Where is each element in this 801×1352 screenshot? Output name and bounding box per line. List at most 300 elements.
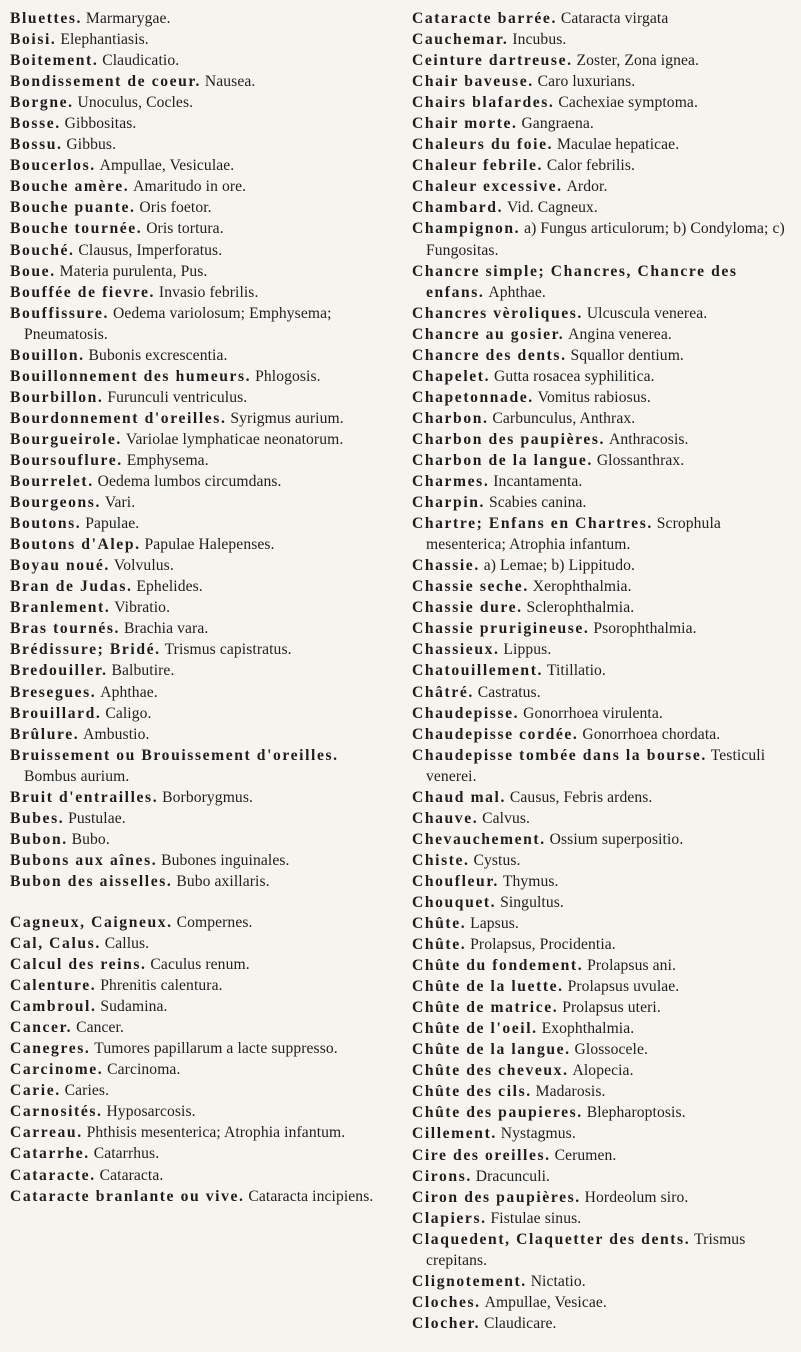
entry-term: Clocher. <box>412 1314 481 1332</box>
dictionary-entry <box>10 429 388 450</box>
dictionary-entry <box>10 1122 388 1143</box>
entry-term: Bourrelet. <box>10 473 94 491</box>
dictionary-entry <box>10 176 388 197</box>
entry-definition: Ulcuscula venerea. <box>586 304 708 322</box>
entry-term: Bourgeons. <box>10 494 101 512</box>
entry-term: Chevauchement. <box>412 830 546 848</box>
entry-definition: Scrophula mesenterica; Atrophia infantum. <box>426 515 721 554</box>
dictionary-entry <box>10 218 388 239</box>
dictionary-entry <box>10 1080 388 1101</box>
entry-term: Chûte de la langue. <box>412 1041 571 1059</box>
entry-term: Bouffée de fievre. <box>10 283 155 301</box>
entry-term: Bubon des aisselles. <box>10 872 173 890</box>
dictionary-entry <box>10 682 388 703</box>
entry-term: Bruissement ou Brouissement d'oreilles. <box>10 746 339 764</box>
dictionary-entry <box>412 1102 797 1123</box>
dictionary-entry <box>10 1165 388 1186</box>
entry-term: Chouquet. <box>412 893 497 911</box>
entry-term: Cal, Calus. <box>10 935 101 953</box>
dictionary-entry <box>10 724 388 745</box>
dictionary-entry <box>412 261 797 303</box>
entry-definition: Clausus, Imperforatus. <box>78 241 223 259</box>
entry-term: Cataracte barrée. <box>412 10 557 27</box>
entry-term: Chûte des cheveux. <box>412 1062 569 1080</box>
entry-term: Carnosités. <box>10 1103 103 1121</box>
entry-term: Chancre des dents. <box>412 346 567 364</box>
entry-term: Cirons. <box>412 1167 472 1185</box>
entry-term: Chauve. <box>412 809 479 827</box>
dictionary-entry <box>10 408 388 429</box>
dictionary-entry <box>10 597 388 618</box>
dictionary-entry <box>412 134 797 155</box>
entry-term: Bresegues. <box>10 683 97 701</box>
entry-term: Calenture. <box>10 977 97 995</box>
entry-definition: Callus. <box>104 935 150 953</box>
entry-term: Boursouflure. <box>10 451 123 469</box>
dictionary-entry <box>10 576 388 597</box>
dictionary-entry <box>10 954 388 975</box>
dictionary-entry <box>412 597 797 618</box>
dictionary-entry <box>412 850 797 871</box>
dictionary-entry <box>412 8 797 29</box>
dictionary-entry <box>412 555 797 576</box>
entry-definition: Trismus crepitans. <box>426 1230 746 1269</box>
entry-definition: Madarosis. <box>535 1083 606 1101</box>
entry-term: Bredouiller. <box>10 662 108 680</box>
dictionary-entry <box>10 471 388 492</box>
dictionary-entry <box>412 787 797 808</box>
entry-term: Brédissure; Bridé. <box>10 641 161 659</box>
entry-definition: Caculus renum. <box>150 956 250 974</box>
dictionary-entry <box>412 303 797 324</box>
dictionary-entry <box>10 639 388 660</box>
entry-definition: Gonorrhoea virulenta. <box>523 704 663 722</box>
entry-definition: Phrenitis calentura. <box>100 977 223 995</box>
entry-definition: Trismus capistratus. <box>164 641 292 659</box>
entry-term: Chûte de l'oeil. <box>412 1020 538 1038</box>
entry-definition: Ossium superpositio. <box>549 830 684 848</box>
entry-definition: Blepharoptosis. <box>586 1104 686 1122</box>
entry-definition: Gibbositas. <box>64 115 137 133</box>
dictionary-entry <box>412 429 797 450</box>
dictionary-entry <box>10 703 388 724</box>
entry-definition: Bubo axillaris. <box>176 872 270 890</box>
dictionary-entry <box>10 871 388 892</box>
dictionary-entry <box>10 1186 388 1207</box>
entry-definition: Pustulae. <box>68 809 126 827</box>
entry-term: Chairs blafardes. <box>412 94 555 112</box>
entry-term: Chaud mal. <box>412 788 506 806</box>
entry-term: Ceinture dartreuse. <box>412 52 573 70</box>
entry-definition: Caro luxurians. <box>537 73 636 91</box>
dictionary-entry <box>10 1143 388 1164</box>
entry-definition: Zoster, Zona ignea. <box>576 52 700 70</box>
dictionary-entry <box>10 450 388 471</box>
entry-term: Cataracte. <box>10 1166 96 1184</box>
entry-definition: Prolapsus uteri. <box>562 999 661 1017</box>
entry-definition: Caligo. <box>105 704 152 722</box>
entry-definition: Ardor. <box>566 178 608 196</box>
entry-term: Carie. <box>10 1082 61 1100</box>
dictionary-entry <box>10 829 388 850</box>
entry-definition: Emphysema. <box>126 451 209 469</box>
dictionary-entry <box>412 1313 797 1334</box>
dictionary-entry <box>10 660 388 681</box>
dictionary-entry <box>412 450 797 471</box>
entry-definition: Prolapsus ani. <box>587 957 677 975</box>
dictionary-entry <box>10 345 388 366</box>
dictionary-entry <box>412 682 797 703</box>
entry-definition: Papulae Halepenses. <box>144 536 275 554</box>
dictionary-entry <box>10 1017 388 1038</box>
entry-term: Chûte. <box>412 915 467 933</box>
entry-definition: Vari. <box>104 494 136 512</box>
entry-definition: Syrigmus aurium. <box>230 409 344 427</box>
dictionary-entry <box>10 113 388 134</box>
entry-definition: Gibbus. <box>66 136 117 154</box>
dictionary-entry <box>10 1059 388 1080</box>
dictionary-entry <box>10 366 388 387</box>
dictionary-entry <box>412 660 797 681</box>
entry-term: Chapetonnade. <box>412 388 534 406</box>
dictionary-entry <box>412 1166 797 1187</box>
entry-term: Chassieux. <box>412 641 500 659</box>
entry-definition: Cataracta incipiens. <box>248 1187 374 1205</box>
entry-term: Bondissement de coeur. <box>10 73 201 91</box>
dictionary-entry <box>10 492 388 513</box>
entry-term: Bubes. <box>10 809 65 827</box>
entry-term: Chûte des paupieres. <box>412 1104 583 1122</box>
entry-term: Chaleur excessive. <box>412 178 563 196</box>
dictionary-entry <box>412 366 797 387</box>
entry-term: Clapiers. <box>412 1209 487 1227</box>
entry-term: Charbon. <box>412 409 489 427</box>
entry-definition: Nausea. <box>204 73 256 91</box>
entry-definition: Oedema lumbos circumdans. <box>97 473 282 491</box>
entry-definition: Anthracosis. <box>608 430 689 448</box>
dictionary-entry <box>412 1229 797 1271</box>
entry-definition: Bubonis excrescentia. <box>88 346 228 364</box>
dictionary-entry <box>412 1018 797 1039</box>
entry-term: Cloches. <box>412 1293 481 1311</box>
entry-term: Chaudepisse cordée. <box>412 725 579 743</box>
entry-term: Chiste. <box>412 851 470 869</box>
dictionary-entry <box>412 113 797 134</box>
dictionary-entry <box>10 197 388 218</box>
entry-term: Cancer. <box>10 1019 73 1037</box>
entry-definition: a) Lemae; b) Lippitudo. <box>483 557 635 575</box>
entry-term: Chûte de matrice. <box>412 999 559 1017</box>
entry-definition: Glossanthrax. <box>596 451 685 469</box>
entry-definition: Nictatio. <box>530 1272 586 1290</box>
entry-term: Bourdonnement d'oreilles. <box>10 409 227 427</box>
entry-definition: Ambustio. <box>83 725 150 743</box>
entry-term: Chancre simple; Chancres, Chancre des enfans. <box>412 262 738 301</box>
dictionary-entry <box>412 1292 797 1313</box>
entry-term: Bubons aux aînes. <box>10 851 158 869</box>
dictionary-entry <box>412 892 797 913</box>
dictionary-entry <box>10 50 388 71</box>
dictionary-entry <box>10 1101 388 1122</box>
entry-definition: Cataracta. <box>99 1166 164 1184</box>
entry-term: Chaudepisse tombée dans la bourse. <box>412 746 707 764</box>
dictionary-entry <box>10 71 388 92</box>
dictionary-entry <box>10 808 388 829</box>
dictionary-entry <box>412 1208 797 1229</box>
entry-definition: Cystus. <box>473 851 521 869</box>
dictionary-entry <box>10 387 388 408</box>
entry-definition: Calor febrilis. <box>546 157 636 175</box>
entry-definition: Maculae hepaticae. <box>557 136 680 154</box>
entry-term: Chûte du fondement. <box>412 957 584 975</box>
dictionary-entry <box>412 576 797 597</box>
entry-definition: a) Fungus articulorum; b) Condyloma; c) Fungositas. <box>426 220 785 259</box>
entry-definition: Ephelides. <box>136 578 203 596</box>
dictionary-entry <box>412 639 797 660</box>
dictionary-entry <box>10 787 388 808</box>
entry-definition: Unoculus, Cocles. <box>77 94 194 112</box>
entry-definition: Aphthae. <box>100 683 158 701</box>
section-gap <box>10 892 388 912</box>
dictionary-entry <box>412 997 797 1018</box>
entry-term: Cauchemar. <box>412 31 509 49</box>
dictionary-entry <box>412 155 797 176</box>
entry-definition: Hyposarcosis. <box>106 1103 196 1121</box>
entry-definition: Claudicare. <box>484 1314 557 1332</box>
entry-definition: Nystagmus. <box>500 1125 576 1143</box>
entry-definition: Ampullae, Vesiculae. <box>99 157 235 175</box>
entry-definition: Borborygmus. <box>162 788 253 806</box>
dictionary-entry <box>412 176 797 197</box>
dictionary-entry <box>412 50 797 71</box>
entry-term: Chassie. <box>412 557 480 575</box>
entry-definition: Castratus. <box>477 683 541 701</box>
dictionary-entry <box>10 282 388 303</box>
entry-term: Bras tournés. <box>10 620 121 638</box>
dictionary-entry <box>10 513 388 534</box>
dictionary-entry <box>412 871 797 892</box>
entry-definition: Bombus aurium. <box>24 767 130 785</box>
entry-definition: Carcinoma. <box>107 1061 181 1079</box>
dictionary-entry <box>412 1039 797 1060</box>
entry-term: Bourbillon. <box>10 388 104 406</box>
entry-definition: Bubo. <box>71 830 110 848</box>
dictionary-entry <box>412 345 797 366</box>
dictionary-entry <box>412 1123 797 1144</box>
entry-definition: Vid. Cagneux. <box>507 199 598 217</box>
dictionary-entry <box>412 218 797 260</box>
entry-definition: Materia purulenta, Pus. <box>59 262 208 280</box>
entry-definition: Papulae. <box>85 515 140 533</box>
entry-term: Boutons. <box>10 515 82 533</box>
entry-term: Chapelet. <box>412 367 491 385</box>
entry-term: Bran de Judas. <box>10 578 133 596</box>
dictionary-entry <box>412 934 797 955</box>
entry-term: Charbon de la langue. <box>412 451 593 469</box>
entry-term: Chartre; Enfans en Chartres. <box>412 515 653 533</box>
entry-term: Brouillard. <box>10 704 102 722</box>
entry-term: Bourgueirole. <box>10 430 122 448</box>
entry-definition: Marmarygae. <box>85 10 171 27</box>
entry-term: Bouffissure. <box>10 304 110 322</box>
entry-definition: Vomitus rabiosus. <box>537 388 651 406</box>
entry-definition: Aphthae. <box>488 283 546 301</box>
entry-definition: Cataracta virgata <box>560 10 669 27</box>
entry-term: Bouche amère. <box>10 178 130 196</box>
entry-term: Boucerlos. <box>10 157 96 175</box>
entry-term: Bouillon. <box>10 346 85 364</box>
entry-definition: Vibratio. <box>114 599 171 617</box>
entry-term: Boutons d'Alep. <box>10 536 141 554</box>
entry-definition: Elephantiasis. <box>60 31 149 49</box>
entry-term: Chaleur febrile. <box>412 157 543 175</box>
entry-term: Bouillonnement des humeurs. <box>10 367 252 385</box>
entry-definition: Variolae lymphaticae neonatorum. <box>125 430 344 448</box>
entry-definition: Incubus. <box>512 31 567 49</box>
entry-term: Chambard. <box>412 199 504 217</box>
entry-definition: Ampullae, Vesicae. <box>484 1293 607 1311</box>
entry-term: Cillement. <box>412 1125 497 1143</box>
entry-term: Cambroul. <box>10 998 97 1016</box>
dictionary-entry <box>412 1271 797 1292</box>
entry-term: Chassie seche. <box>412 578 529 596</box>
entry-term: Chassie prurigineuse. <box>412 620 590 638</box>
entry-term: Chancre au gosier. <box>412 325 565 343</box>
dictionary-entry <box>412 197 797 218</box>
entry-definition: Gangraena. <box>521 115 594 133</box>
entry-definition: Singultus. <box>500 893 564 911</box>
entry-definition: Xerophthalmia. <box>532 578 632 596</box>
dictionary-entry <box>10 134 388 155</box>
entry-definition: Angina venerea. <box>568 325 672 343</box>
entry-term: Bruit d'entrailles. <box>10 788 159 806</box>
entry-definition: Fistulae sinus. <box>490 1209 582 1227</box>
dictionary-entry <box>412 724 797 745</box>
dictionary-entry <box>10 92 388 113</box>
entry-term: Carreau. <box>10 1124 83 1142</box>
dictionary-entry <box>412 1145 797 1166</box>
dictionary-entry <box>412 913 797 934</box>
entry-definition: Squallor dentium. <box>570 346 684 364</box>
dictionary-entry <box>412 1060 797 1081</box>
entry-definition: Volvulus. <box>113 557 174 575</box>
dictionary-entry <box>10 555 388 576</box>
entry-term: Bluettes. <box>10 10 83 27</box>
entry-definition: Phthisis mesenterica; Atrophia infantum. <box>86 1124 346 1142</box>
dictionary-entry <box>412 471 797 492</box>
dictionary-entry <box>10 850 388 871</box>
entry-definition: Glossocele. <box>574 1041 648 1059</box>
dictionary-entry <box>412 703 797 724</box>
dictionary-entry <box>412 387 797 408</box>
entry-definition: Lippus. <box>503 641 552 659</box>
dictionary-entry <box>10 996 388 1017</box>
entry-term: Chûte. <box>412 936 467 954</box>
entry-definition: Claudicatio. <box>102 52 180 70</box>
dictionary-entry <box>412 92 797 113</box>
entry-term: Calcul des reins. <box>10 956 147 974</box>
entry-term: Catarrhe. <box>10 1145 90 1163</box>
entry-definition: Psorophthalmia. <box>593 620 697 638</box>
entry-definition: Gonorrhoea chordata. <box>582 725 721 743</box>
dictionary-entry <box>412 808 797 829</box>
entry-term: Choufleur. <box>412 872 499 890</box>
entry-term: Clignotement. <box>412 1272 527 1290</box>
dictionary-entry <box>10 8 388 29</box>
entry-definition: Furunculi ventriculus. <box>107 388 248 406</box>
entry-definition: Causus, Febris ardens. <box>509 788 653 806</box>
entry-term: Chûte des cils. <box>412 1083 532 1101</box>
entry-definition: Caries. <box>64 1082 110 1100</box>
entry-term: Chaudepisse. <box>412 704 520 722</box>
dictionary-entry <box>10 240 388 261</box>
entry-term: Chair morte. <box>412 115 518 133</box>
entry-term: Charpin. <box>412 494 486 512</box>
entry-term: Cataracte branlante ou vive. <box>10 1187 245 1205</box>
entry-definition: Oris tortura. <box>146 220 224 238</box>
dictionary-entry <box>412 324 797 345</box>
left-column <box>10 8 388 1207</box>
entry-definition: Oris foetor. <box>139 199 212 217</box>
entry-definition: Brachia vara. <box>123 620 209 638</box>
dictionary-entry <box>10 303 388 345</box>
entry-term: Boyau noué. <box>10 557 110 575</box>
entry-term: Bouche tournée. <box>10 220 143 238</box>
entry-definition: Thymus. <box>502 872 559 890</box>
dictionary-entry <box>412 1187 797 1208</box>
entry-definition: Balbutire. <box>111 662 175 680</box>
entry-term: Bosse. <box>10 115 61 133</box>
entry-term: Branlement. <box>10 599 111 617</box>
entry-definition: Exophthalmia. <box>541 1020 635 1038</box>
entry-term: Chaleurs du foie. <box>412 136 554 154</box>
entry-definition: Incantamenta. <box>493 473 583 491</box>
entry-term: Champignon. <box>412 220 521 238</box>
entry-definition: Cancer. <box>76 1019 124 1037</box>
entry-definition: Cachexiae symptoma. <box>558 94 698 112</box>
entry-definition: Prolapsus, Procidentia. <box>470 936 616 954</box>
dictionary-entry <box>412 71 797 92</box>
entry-term: Chatouillement. <box>412 662 543 680</box>
dictionary-entry <box>412 976 797 997</box>
entry-term: Boitement. <box>10 52 99 70</box>
entry-term: Brûlure. <box>10 725 80 743</box>
entry-definition: Titillatio. <box>546 662 606 680</box>
dictionary-entry <box>412 618 797 639</box>
entry-term: Boue. <box>10 262 56 280</box>
entry-term: Bouche puante. <box>10 199 136 217</box>
entry-term: Carcinome. <box>10 1061 104 1079</box>
entry-term: Châtré. <box>412 683 474 701</box>
entry-definition: Dracunculi. <box>475 1167 551 1185</box>
entry-definition: Tumores papillarum a lacte suppresso. <box>94 1040 338 1058</box>
entry-definition: Oedema variolosum; Emphysema; Pneumatosis. <box>24 304 332 343</box>
entry-definition: Scabies canina. <box>488 494 587 512</box>
entry-definition: Phlogosis. <box>255 367 321 385</box>
dictionary-entry <box>412 408 797 429</box>
entry-term: Canegres. <box>10 1040 91 1058</box>
dictionary-entry <box>412 955 797 976</box>
entry-term: Bouché. <box>10 241 75 259</box>
entry-definition: Invasio febrilis. <box>158 283 259 301</box>
entry-definition: Sclerophthalmia. <box>526 599 635 617</box>
dictionary-entry <box>412 1081 797 1102</box>
dictionary-entry <box>10 29 388 50</box>
dictionary-entry <box>412 492 797 513</box>
entry-term: Charbon des paupières. <box>412 430 606 448</box>
entry-definition: Catarrhus. <box>93 1145 160 1163</box>
dictionary-entry <box>412 745 797 787</box>
